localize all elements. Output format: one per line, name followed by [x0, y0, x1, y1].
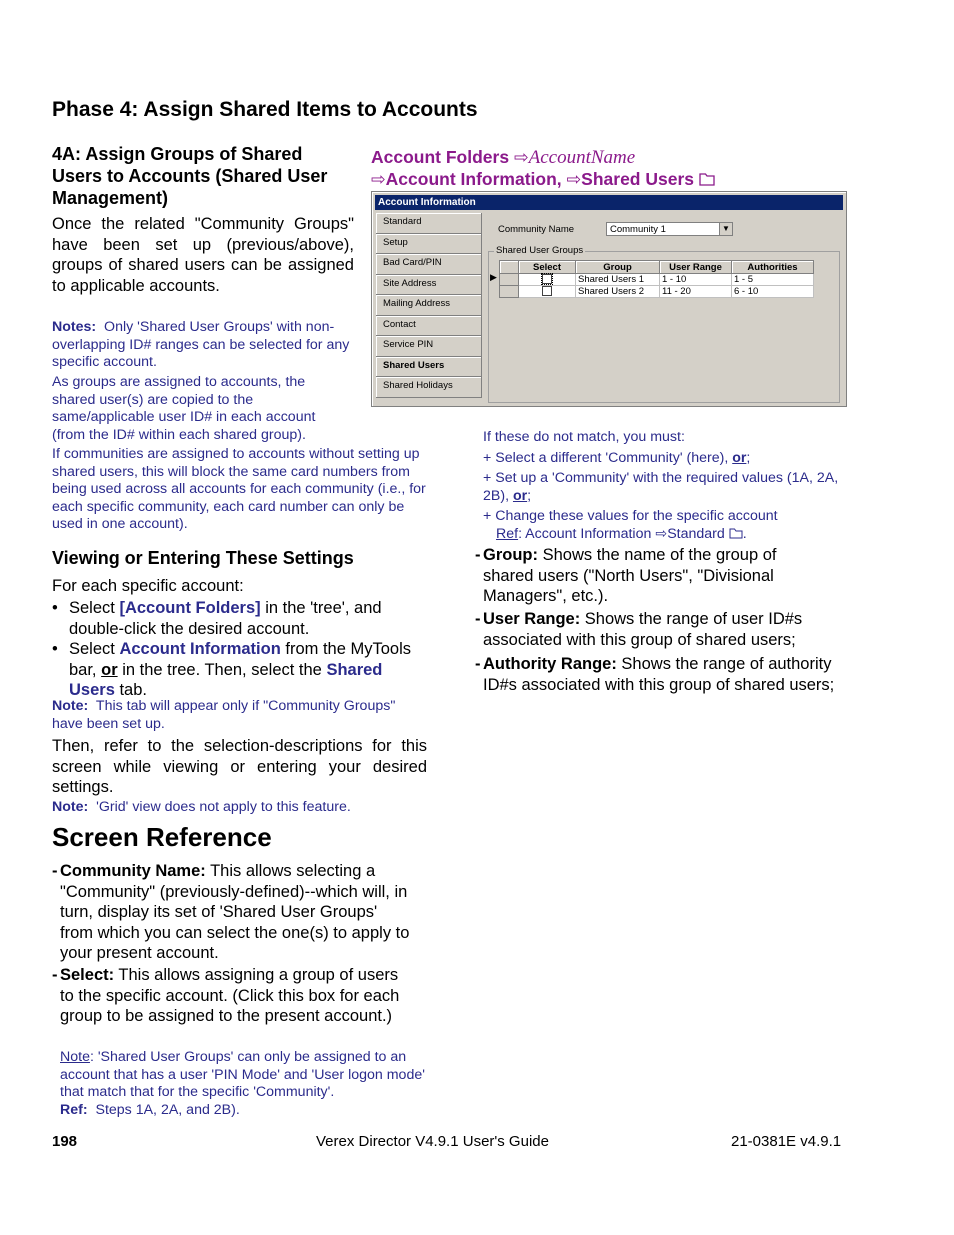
shared-groups-table — [499, 260, 814, 298]
group-text: Shows the name of the group of shared users ("North Users", "Divisional Managers", etc.). — [483, 546, 777, 605]
authority-range-text: Shows the range of authority ID#s associated with this group of shared users; — [483, 655, 835, 694]
page-number: 198 — [52, 1133, 78, 1150]
option-2-end: ; — [527, 487, 532, 504]
bullet-1-post: in the 'tree', and double-click the desired account. — [69, 599, 382, 638]
bullet-dot-icon: • — [52, 599, 58, 617]
note-label: Note: — [52, 698, 89, 714]
arrow-right-icon: ⇨ — [655, 525, 668, 542]
column-header-select: Select — [519, 261, 576, 274]
select-cell[interactable] — [519, 286, 576, 298]
option-1-text: + Select a different 'Community' (here), — [483, 449, 733, 466]
tab-shared-holidays[interactable]: Shared Holidays — [376, 377, 482, 398]
note-1 — [52, 319, 357, 372]
shared-users-link[interactable]: Shared Users — [69, 660, 383, 699]
note-6 — [60, 1049, 430, 1119]
for-each-text: For each specific account: — [52, 577, 244, 595]
or-emphasis: or — [512, 487, 528, 504]
arrow-right-icon: ⇨ — [371, 169, 386, 189]
section-4a-title: 4A: Assign Groups of Shared Users to Accounts (Shared User Management) — [52, 144, 328, 208]
ref-label: Ref — [496, 525, 519, 542]
note-label: Note — [60, 1049, 90, 1065]
tab-shared-users[interactable]: Shared Users — [376, 357, 482, 378]
intro-paragraph: Once the related "Community Groups" have been set up (previous/above), groups of shared users can be assigned to applicable accounts. — [52, 215, 354, 295]
note-text: : 'Shared User Groups' can only be assigned to an account that has a user 'PIN Mode' and 'User logon mode' that match that for the specific 'Community'. — [60, 1049, 425, 1100]
bullet-1-pre: Select — [69, 599, 120, 617]
select-cell[interactable] — [519, 274, 576, 286]
option-3: + Change these values for the specific account — [483, 508, 778, 524]
note-label: Notes: — [52, 319, 97, 335]
select-text: This allows assigning a group of users to the specific account. (Click this box for each group to be assigned to the present account.) — [60, 966, 400, 1025]
tab-contact[interactable]: Contact — [376, 316, 482, 337]
page-heading: Phase 4: Assign Shared Items to Accounts — [52, 98, 478, 121]
bullet-dot-icon: • — [52, 640, 58, 658]
ref-label: Ref: — [60, 1101, 88, 1118]
user-range-desc — [475, 609, 833, 650]
group-label: Group: — [483, 546, 538, 564]
dash-icon: - — [52, 966, 58, 984]
dash-icon: - — [475, 610, 481, 628]
or-emphasis: or — [101, 660, 118, 679]
auth-cell: 6 - 10 — [732, 286, 814, 298]
dash-icon: - — [475, 546, 481, 564]
ref-text: : Account Information — [518, 525, 656, 542]
viewing-title: Viewing or Entering These Settings — [52, 548, 354, 568]
bullet-2-pre: Select — [69, 640, 120, 658]
option-2 — [483, 470, 843, 505]
note-2: As groups are assigned to accounts, the shared user(s) are copied to the same/applicable user ID# in each account (from the ID# within each shared group). — [52, 374, 316, 443]
range-cell: 11 - 20 — [660, 286, 732, 298]
select-checkbox[interactable] — [542, 286, 552, 296]
account-information-crumb: Account Information, — [385, 169, 567, 189]
row-selector[interactable] — [500, 286, 519, 298]
auth-cell: 1 - 5 — [732, 274, 814, 286]
account-name-crumb: AccountName — [528, 147, 636, 168]
authority-range-label: Authority Range: — [483, 655, 617, 673]
note-label: Note: — [52, 799, 89, 815]
select-label: Select: — [60, 966, 115, 984]
option-1-end: ; — [746, 449, 751, 466]
arrow-right-icon: ⇨ — [566, 169, 582, 189]
column-header-group: Group — [576, 261, 660, 274]
nav-path-line-1 — [371, 147, 635, 169]
community-name-label: Community Name — [498, 224, 575, 235]
ref-text: Steps 1A, 2A, and 2B). — [95, 1101, 240, 1118]
tab-setup[interactable]: Setup — [376, 234, 482, 255]
bullet-2 — [52, 639, 419, 701]
group-desc — [475, 545, 813, 607]
shared-user-groups-box — [488, 245, 840, 403]
note-5 — [52, 799, 427, 817]
tab-standard[interactable]: Standard — [376, 213, 482, 234]
account-folders-crumb: Account Folders — [371, 147, 514, 167]
tab-bad-card-pin[interactable]: Bad Card/PIN — [376, 254, 482, 275]
window-title: Account Information — [375, 195, 843, 210]
account-folders-link[interactable]: [Account Folders] — [119, 599, 261, 617]
if-not-match-text: If these do not match, you must: — [483, 429, 685, 445]
range-cell: 1 - 10 — [660, 274, 732, 286]
group-box-title: Shared User Groups — [496, 245, 584, 256]
bullet-2-mid: from the MyTools bar, — [69, 640, 411, 679]
tab-mailing-address[interactable]: Mailing Address — [376, 295, 482, 316]
dash-icon: - — [475, 655, 481, 673]
group-cell: Shared Users 1 — [576, 274, 660, 286]
user-range-text: Shows the range of user ID#s associated with this group of shared users; — [483, 610, 803, 649]
community-name-label: Community Name: — [60, 862, 206, 880]
community-name-select[interactable] — [606, 222, 733, 236]
select-desc — [52, 965, 415, 1027]
bullet-2-mid2: in the tree. Then, select the — [117, 660, 327, 679]
note-4 — [52, 698, 427, 733]
option-1 — [483, 450, 843, 468]
screen-reference-title: Screen Reference — [52, 822, 272, 852]
column-header-authorities: Authorities — [732, 261, 814, 274]
option-3-ref: Ref: Account Information ⇨Standard . — [496, 525, 747, 542]
arrow-right-icon: ⇨ — [513, 147, 529, 167]
option-2-text: + Set up a 'Community' with the required values (1A, 2A, 2B), — [483, 470, 839, 504]
note-text: This tab will appear only if "Community Groups" have been set up. — [52, 698, 396, 732]
column-header-user-range: User Range — [660, 261, 732, 274]
bullet-1 — [52, 598, 409, 639]
account-information-link[interactable]: Account Information — [119, 640, 281, 658]
tab-list — [376, 213, 482, 405]
community-name-text: This allows selecting a "Community" (previously-defined)--which will, in turn, display its set of 'Shared User Groups' from which you can select the one(s) to apply to your present account. — [60, 862, 410, 962]
then-refer: Then, refer to the selection-descriptions for this screen while viewing or entering your desired settings. — [52, 737, 427, 796]
note-3: If communities are assigned to accounts without setting up shared users, this will block the same card numbers from being used across all accounts for each community (i.e., for each specific community, each card number can only be used in one account). — [52, 446, 426, 532]
user-range-label: User Range: — [483, 610, 581, 628]
select-checkbox[interactable] — [542, 274, 552, 284]
tab-site-address[interactable]: Site Address — [376, 275, 482, 296]
folder-icon — [729, 528, 743, 539]
folder-icon — [699, 173, 715, 186]
note-text: 'Grid' view does not apply to this feature. — [96, 799, 351, 815]
tab-service-pin[interactable]: Service PIN — [376, 336, 482, 357]
shared-users-panel — [484, 213, 844, 404]
chevron-down-icon[interactable]: ▼ — [719, 223, 732, 235]
dash-icon: - — [52, 862, 58, 880]
row-pointer-icon: ▶ — [490, 272, 497, 282]
nav-path-line-2 — [371, 169, 715, 190]
table-row[interactable] — [500, 286, 814, 298]
community-name-desc — [52, 861, 410, 964]
community-name-value: Community 1 — [610, 224, 666, 235]
footer-doc-id: 21-0381E v4.9.1 — [731, 1133, 842, 1150]
bullet-2-post: tab. — [114, 681, 147, 699]
footer-title: Verex Director V4.9.1 User's Guide — [316, 1133, 549, 1150]
table-row[interactable] — [500, 274, 814, 286]
note-text: Only 'Shared User Groups' with non-overlapping ID# ranges can be selected for any specific account. — [52, 319, 350, 370]
account-information-screenshot — [371, 191, 847, 407]
or-emphasis: or — [732, 449, 747, 466]
standard-crumb: Standard — [667, 525, 729, 542]
authority-range-desc — [475, 654, 853, 695]
group-cell: Shared Users 2 — [576, 286, 660, 298]
row-selector[interactable] — [500, 274, 519, 286]
row-header-cell — [500, 261, 519, 274]
shared-users-crumb: Shared Users — [581, 169, 699, 189]
mismatch-note — [483, 429, 843, 543]
